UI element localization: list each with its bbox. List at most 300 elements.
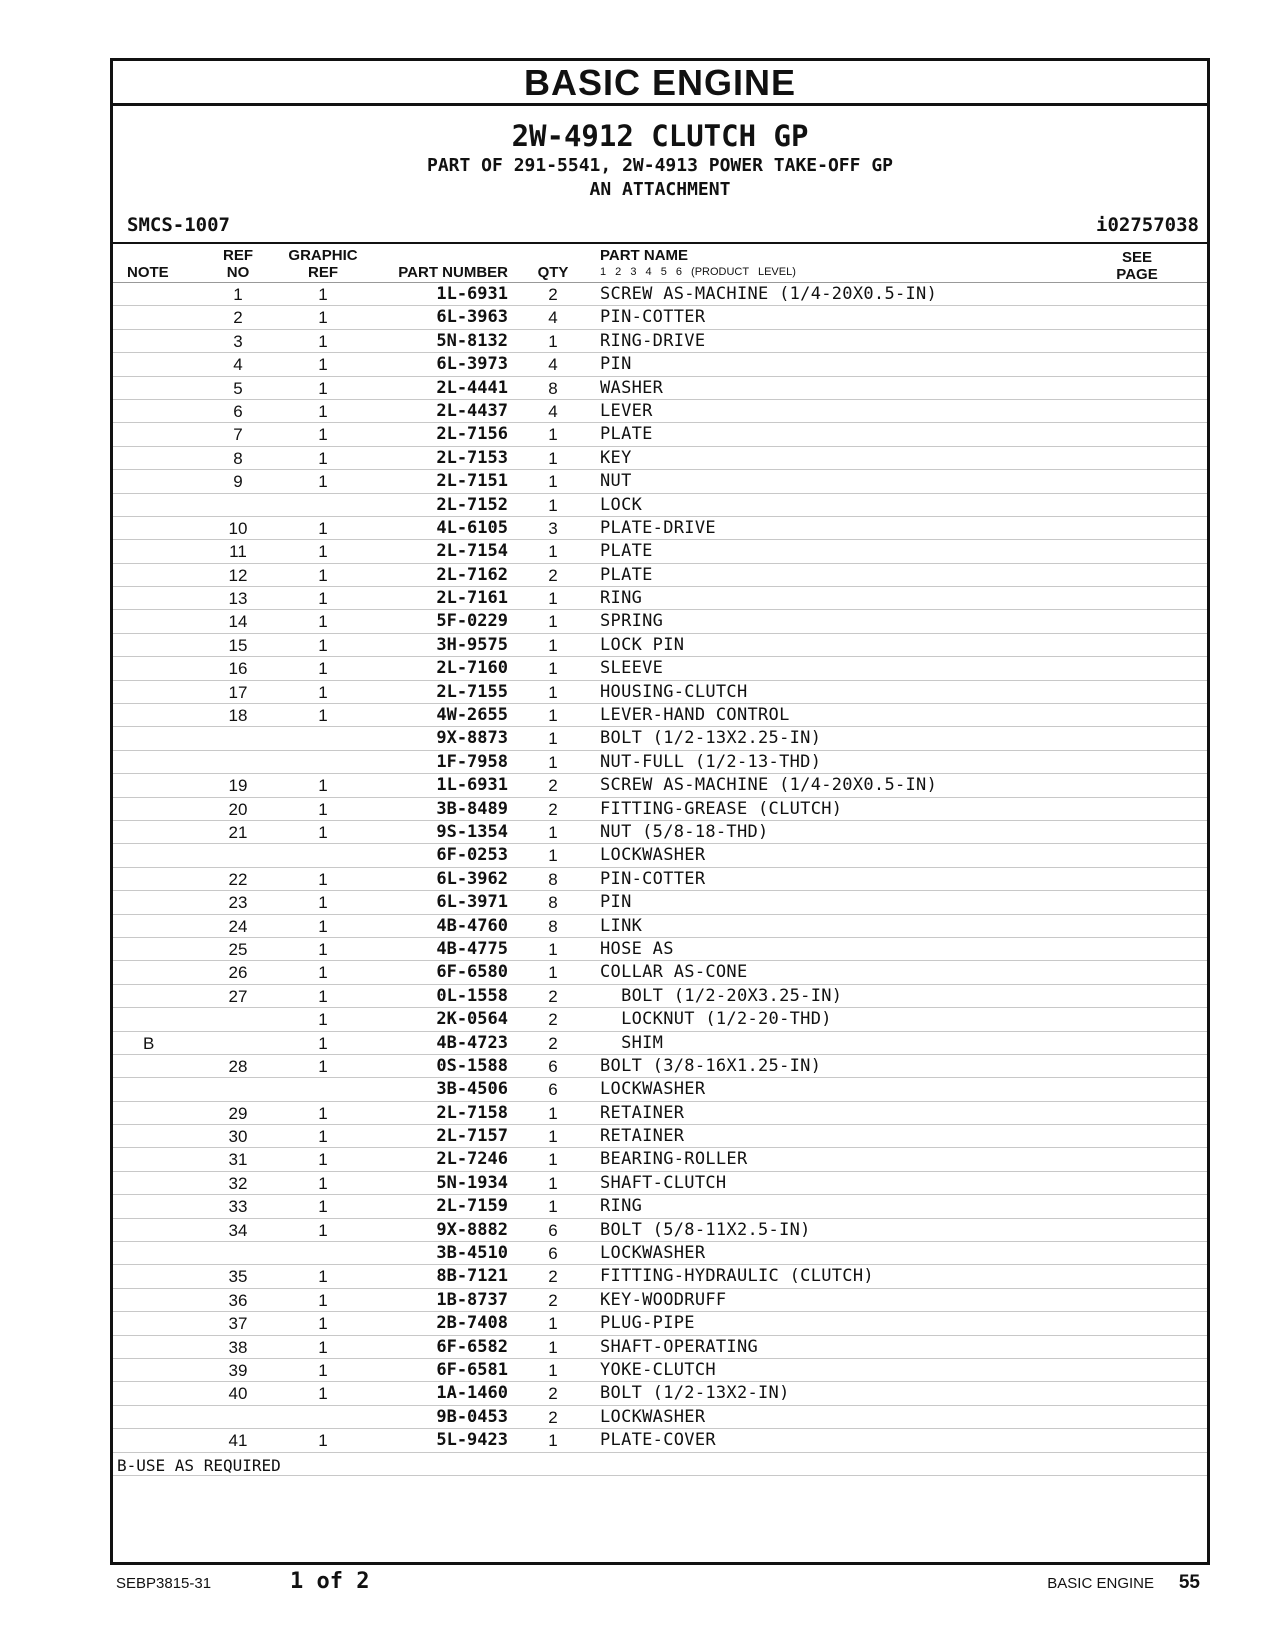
qty-cell: 4: [548, 355, 558, 375]
ref-no-cell: 23: [228, 893, 248, 913]
note-cell: B: [143, 1033, 155, 1053]
graphic-ref-cell: 1: [318, 1197, 328, 1217]
part-name-cell: FITTING-HYDRAULIC (CLUTCH): [600, 1266, 874, 1287]
footnote: B-USE AS REQUIRED: [117, 1455, 281, 1475]
part-number-cell: 6L-3963: [436, 307, 508, 328]
table-row: [113, 540, 1207, 563]
part-name-cell: FITTING-GREASE (CLUTCH): [600, 798, 843, 819]
graphic-ref-cell: 1: [318, 963, 328, 983]
graphic-ref-cell: 1: [318, 1103, 328, 1123]
graphic-ref-cell: 1: [318, 986, 328, 1006]
part-name-cell: PLATE: [600, 424, 653, 445]
part-number-cell: 4B-4775: [436, 938, 508, 959]
qty-cell: 2: [548, 1290, 558, 1310]
graphic-ref-cell: 1: [318, 659, 328, 679]
id-row: [113, 210, 1207, 244]
table-row: [113, 657, 1207, 680]
part-number-cell: 1F-7958: [436, 751, 508, 772]
qty-cell: 2: [548, 1407, 558, 1427]
part-name-cell: PIN-COTTER: [600, 868, 706, 889]
part-number-cell: 2L-4441: [436, 377, 508, 398]
graphic-ref-cell: 1: [318, 472, 328, 492]
header-ref-no: REF NO: [223, 247, 253, 281]
group-title: 2W-4912 CLUTCH GP: [511, 119, 809, 153]
qty-cell: 2: [548, 799, 558, 819]
ref-no-cell: 36: [228, 1290, 248, 1310]
part-name-cell: HOUSING-CLUTCH: [600, 681, 748, 702]
qty-cell: 2: [548, 565, 558, 585]
part-number-cell: 1A-1460: [436, 1383, 508, 1404]
table-row: [113, 564, 1207, 587]
graphic-ref-cell: 1: [318, 1337, 328, 1357]
qty-cell: 6: [548, 1080, 558, 1100]
ref-no-cell: 26: [228, 963, 248, 983]
table-row: [113, 1102, 1207, 1125]
ref-no-cell: 24: [228, 916, 248, 936]
part-name-cell: SCREW AS-MACHINE (1/4-20X0.5-IN): [600, 284, 938, 304]
part-name-cell: NUT-FULL (1/2-13-THD): [600, 751, 822, 772]
ref-no-cell: 8: [233, 448, 243, 468]
graphic-ref-cell: 1: [318, 1220, 328, 1240]
ref-no-cell: 33: [228, 1197, 248, 1217]
table-row: [113, 985, 1207, 1008]
graphic-ref-cell: 1: [318, 1033, 328, 1053]
part-name-cell: LOCKWASHER: [600, 845, 706, 866]
qty-cell: 4: [548, 401, 558, 421]
graphic-ref-cell: 1: [318, 612, 328, 632]
footer-doc-number: SEBP3815-31: [116, 1575, 212, 1592]
ref-no-cell: 17: [228, 682, 248, 702]
part-name-cell: BOLT (5/8-11X2.5-IN): [600, 1219, 811, 1240]
qty-cell: 1: [548, 1360, 558, 1380]
part-number-cell: 4B-4760: [436, 915, 508, 936]
part-number-cell: 3B-4510: [436, 1243, 508, 1264]
part-number-cell: 9B-0453: [436, 1406, 508, 1427]
graphic-ref-cell: 1: [318, 1314, 328, 1334]
table-row: [113, 751, 1207, 774]
ref-no-cell: 37: [228, 1314, 248, 1334]
graphic-ref-cell: 1: [318, 635, 328, 655]
ref-no-cell: 15: [228, 635, 248, 655]
ref-no-cell: 30: [228, 1127, 248, 1147]
part-name-cell: LOCKWASHER: [600, 1243, 706, 1264]
table-row: [113, 704, 1207, 727]
part-number-cell: 4W-2655: [436, 705, 508, 726]
part-number-cell: 2L-7158: [436, 1102, 508, 1123]
part-number-cell: 0S-1588: [436, 1055, 508, 1076]
table-row: [113, 1406, 1207, 1429]
page-frame: [110, 58, 1210, 1565]
graphic-ref-cell: 1: [318, 1431, 328, 1451]
qty-cell: 2: [548, 285, 558, 304]
part-name-cell: LOCK PIN: [600, 634, 685, 655]
table-row: [113, 727, 1207, 750]
part-name-cell: KEY-WOODRUFF: [600, 1289, 727, 1310]
footer-section: BASIC ENGINE: [1047, 1575, 1154, 1592]
part-number-cell: 6L-3962: [436, 868, 508, 889]
graphic-ref-cell: 1: [318, 682, 328, 702]
qty-cell: 1: [548, 542, 558, 562]
qty-cell: 1: [548, 1197, 558, 1217]
graphic-ref-cell: 1: [318, 1056, 328, 1076]
qty-cell: 1: [548, 1337, 558, 1357]
table-row: [113, 587, 1207, 610]
table-row: [113, 821, 1207, 844]
graphic-ref-cell: 1: [318, 331, 328, 351]
ref-no-cell: 31: [228, 1150, 248, 1170]
smcs-code: SMCS-1007: [127, 214, 230, 236]
ref-no-cell: 3: [233, 331, 243, 351]
graphic-ref-cell: 1: [318, 285, 328, 304]
header-product-level: 1 2 3 4 5 6 (PRODUCT LEVEL): [600, 266, 796, 278]
part-name-cell: YOKE-CLUTCH: [600, 1359, 716, 1380]
graphic-ref-cell: 1: [318, 378, 328, 398]
part-number-cell: 2L-4437: [436, 400, 508, 421]
part-number-cell: 2L-7246: [436, 1149, 508, 1170]
graphic-ref-cell: 1: [318, 1150, 328, 1170]
part-name-cell: PIN-COTTER: [600, 307, 706, 328]
ref-no-cell: 41: [228, 1431, 248, 1451]
header-qty: QTY: [537, 264, 569, 281]
part-name-cell: NUT: [600, 471, 632, 492]
ref-no-cell: 28: [228, 1056, 248, 1076]
table-row: [113, 1125, 1207, 1148]
part-name-cell: SLEEVE: [600, 658, 664, 679]
graphic-ref-cell: 1: [318, 1010, 328, 1030]
part-name-cell: PLUG-PIPE: [600, 1313, 695, 1334]
ref-no-cell: 13: [228, 589, 248, 609]
part-number-cell: 9X-8873: [436, 728, 508, 749]
document-ident: i02757038: [1096, 214, 1199, 236]
table-row: [113, 377, 1207, 400]
subtitle-part-of: PART OF 291-5541, 2W-4913 POWER TAKE-OFF GP: [427, 155, 893, 176]
ref-no-cell: 6: [233, 401, 243, 421]
qty-cell: 1: [548, 612, 558, 632]
graphic-ref-cell: 1: [318, 425, 328, 445]
qty-cell: 1: [548, 448, 558, 468]
graphic-ref-cell: 1: [318, 706, 328, 726]
qty-cell: 1: [548, 1150, 558, 1170]
part-number-cell: 2L-7162: [436, 564, 508, 585]
footnote-row: [113, 1453, 1207, 1476]
graphic-ref-cell: 1: [318, 776, 328, 796]
table-row: [113, 353, 1207, 376]
part-number-cell: 2L-7156: [436, 424, 508, 445]
ref-no-cell: 29: [228, 1103, 248, 1123]
qty-cell: 4: [548, 308, 558, 328]
graphic-ref-cell: 1: [318, 1267, 328, 1287]
part-number-cell: 2L-7153: [436, 447, 508, 468]
part-number-cell: 1L-6931: [436, 284, 508, 304]
table-row: [113, 400, 1207, 423]
part-name-cell: PIN: [600, 892, 632, 913]
part-name-cell: SCREW AS-MACHINE (1/4-20X0.5-IN): [600, 775, 938, 796]
qty-cell: 8: [548, 916, 558, 936]
table-row: [113, 1078, 1207, 1101]
table-row: [113, 1359, 1207, 1382]
part-name-cell: RING-DRIVE: [600, 330, 706, 351]
part-number-cell: 4L-6105: [436, 517, 508, 538]
ref-no-cell: 27: [228, 986, 248, 1006]
part-number-cell: 5F-0229: [436, 611, 508, 632]
part-name-cell: PLATE: [600, 564, 653, 585]
part-number-cell: 9S-1354: [436, 821, 508, 842]
qty-cell: 1: [548, 706, 558, 726]
ref-no-cell: 20: [228, 799, 248, 819]
ref-no-cell: 18: [228, 706, 248, 726]
table-row: [113, 306, 1207, 329]
part-number-cell: 1B-8737: [436, 1289, 508, 1310]
part-number-cell: 6L-3971: [436, 892, 508, 913]
qty-cell: 1: [548, 1431, 558, 1451]
part-name-cell: BOLT (1/2-13X2.25-IN): [600, 728, 822, 749]
part-name-cell: BOLT (1/2-20X3.25-IN): [600, 985, 843, 1006]
qty-cell: 1: [548, 1127, 558, 1147]
ref-no-cell: 5: [233, 378, 243, 398]
ref-no-cell: 9: [233, 472, 243, 492]
ref-no-cell: 32: [228, 1173, 248, 1193]
qty-cell: 8: [548, 893, 558, 913]
part-name-cell: NUT (5/8-18-THD): [600, 821, 769, 842]
ref-no-cell: 10: [228, 518, 248, 538]
header-note: NOTE: [127, 264, 169, 281]
graphic-ref-cell: 1: [318, 401, 328, 421]
qty-cell: 1: [548, 472, 558, 492]
part-name-cell: LOCKNUT (1/2-20-THD): [600, 1009, 832, 1030]
ref-no-cell: 7: [233, 425, 243, 445]
qty-cell: 8: [548, 378, 558, 398]
section-title: BASIC ENGINE: [113, 61, 1207, 106]
table-row: [113, 891, 1207, 914]
table-row: [113, 494, 1207, 517]
part-number-cell: 2L-7160: [436, 658, 508, 679]
qty-cell: 2: [548, 1010, 558, 1030]
part-name-cell: PIN: [600, 354, 632, 375]
part-number-cell: 0L-1558: [436, 985, 508, 1006]
part-number-cell: 2L-7152: [436, 494, 508, 515]
table-row: [113, 1195, 1207, 1218]
graphic-ref-cell: 1: [318, 1127, 328, 1147]
qty-cell: 6: [548, 1220, 558, 1240]
graphic-ref-cell: 1: [318, 799, 328, 819]
table-row: [113, 798, 1207, 821]
qty-cell: 1: [548, 682, 558, 702]
ref-no-cell: 16: [228, 659, 248, 679]
part-number-cell: 2L-7161: [436, 588, 508, 609]
qty-cell: 1: [548, 1103, 558, 1123]
part-number-cell: 6F-0253: [436, 845, 508, 866]
graphic-ref-cell: 1: [318, 1360, 328, 1380]
ref-no-cell: 22: [228, 869, 248, 889]
graphic-ref-cell: 1: [318, 448, 328, 468]
qty-cell: 6: [548, 1056, 558, 1076]
part-number-cell: 5N-8132: [436, 330, 508, 351]
qty-cell: 1: [548, 1314, 558, 1334]
table-row: [113, 634, 1207, 657]
table-row: [113, 1032, 1207, 1055]
qty-cell: 1: [548, 752, 558, 772]
table-row: [113, 423, 1207, 446]
graphic-ref-cell: 1: [318, 355, 328, 375]
part-name-cell: HOSE AS: [600, 938, 674, 959]
part-name-cell: LEVER-HAND CONTROL: [600, 705, 790, 726]
qty-cell: 1: [548, 495, 558, 515]
graphic-ref-cell: 1: [318, 893, 328, 913]
table-row: [113, 470, 1207, 493]
part-number-cell: 6F-6580: [436, 962, 508, 983]
table-row: [113, 844, 1207, 867]
part-number-cell: 5L-9423: [436, 1430, 508, 1451]
part-name-cell: KEY: [600, 447, 632, 468]
table-row: [113, 938, 1207, 961]
part-name-cell: COLLAR AS-CONE: [600, 962, 748, 983]
ref-no-cell: 35: [228, 1267, 248, 1287]
part-number-cell: 6L-3973: [436, 354, 508, 375]
part-name-cell: RING: [600, 588, 643, 609]
qty-cell: 1: [548, 939, 558, 959]
part-number-cell: 6F-6581: [436, 1359, 508, 1380]
ref-no-cell: 25: [228, 939, 248, 959]
part-name-cell: WASHER: [600, 377, 664, 398]
graphic-ref-cell: 1: [318, 916, 328, 936]
ref-no-cell: 34: [228, 1220, 248, 1240]
qty-cell: 1: [548, 729, 558, 749]
part-name-cell: LOCK: [600, 494, 643, 515]
part-number-cell: 3B-8489: [436, 798, 508, 819]
part-name-cell: PLATE-COVER: [600, 1430, 716, 1451]
table-row: [113, 447, 1207, 470]
header-graphic-ref: GRAPHIC REF: [288, 247, 358, 281]
part-number-cell: 2L-7159: [436, 1196, 508, 1217]
graphic-ref-cell: 1: [318, 308, 328, 328]
table-row: [113, 1429, 1207, 1452]
table-row: [113, 1055, 1207, 1078]
part-name-cell: PLATE: [600, 541, 653, 562]
table-row: [113, 774, 1207, 797]
part-name-cell: BOLT (1/2-13X2-IN): [600, 1383, 790, 1404]
graphic-ref-cell: 1: [318, 939, 328, 959]
part-name-cell: RETAINER: [600, 1126, 685, 1147]
part-number-cell: 2L-7157: [436, 1126, 508, 1147]
table-row: [113, 961, 1207, 984]
part-number-cell: 1L-6931: [436, 775, 508, 796]
table-row: [113, 1289, 1207, 1312]
table-row: [113, 517, 1207, 540]
qty-cell: 2: [548, 986, 558, 1006]
ref-no-cell: 39: [228, 1360, 248, 1380]
graphic-ref-cell: 1: [318, 565, 328, 585]
ref-no-cell: 40: [228, 1384, 248, 1404]
page-footer: [110, 1567, 1210, 1597]
qty-cell: 1: [548, 963, 558, 983]
table-row: [113, 1265, 1207, 1288]
qty-cell: 6: [548, 1244, 558, 1264]
qty-cell: 1: [548, 589, 558, 609]
qty-cell: 1: [548, 331, 558, 351]
header-part-number: PART NUMBER: [398, 264, 508, 281]
part-number-cell: 2L-7154: [436, 541, 508, 562]
table-row: [113, 1336, 1207, 1359]
part-name-cell: SPRING: [600, 611, 664, 632]
graphic-ref-cell: 1: [318, 869, 328, 889]
part-number-cell: 2L-7151: [436, 471, 508, 492]
parts-table-body: [113, 283, 1207, 1453]
graphic-ref-cell: 1: [318, 589, 328, 609]
qty-cell: 1: [548, 822, 558, 842]
footer-page-of: 1 of 2: [290, 1569, 370, 1594]
table-row: [113, 1219, 1207, 1242]
part-number-cell: 9X-8882: [436, 1219, 508, 1240]
part-name-cell: SHIM: [600, 1032, 664, 1053]
part-number-cell: 8B-7121: [436, 1266, 508, 1287]
qty-cell: 1: [548, 635, 558, 655]
qty-cell: 2: [548, 1267, 558, 1287]
table-row: [113, 283, 1207, 306]
part-name-cell: RETAINER: [600, 1102, 685, 1123]
table-row: [113, 1242, 1207, 1265]
part-number-cell: 3H-9575: [436, 634, 508, 655]
part-name-cell: SHAFT-CLUTCH: [600, 1172, 727, 1193]
qty-cell: 3: [548, 518, 558, 538]
part-name-cell: LOCKWASHER: [600, 1406, 706, 1427]
part-number-cell: 2K-0564: [436, 1009, 508, 1030]
graphic-ref-cell: 1: [318, 542, 328, 562]
graphic-ref-cell: 1: [318, 1290, 328, 1310]
table-header: [113, 244, 1207, 283]
table-row: [113, 610, 1207, 633]
qty-cell: 2: [548, 776, 558, 796]
qty-cell: 1: [548, 846, 558, 866]
ref-no-cell: 2: [233, 308, 243, 328]
table-row: [113, 915, 1207, 938]
part-name-cell: RING: [600, 1196, 643, 1217]
part-name-cell: BOLT (3/8-16X1.25-IN): [600, 1055, 822, 1076]
ref-no-cell: 38: [228, 1337, 248, 1357]
ref-no-cell: 14: [228, 612, 248, 632]
qty-cell: 2: [548, 1384, 558, 1404]
graphic-ref-cell: 1: [318, 822, 328, 842]
header-see-page: SEE PAGE: [1116, 249, 1158, 283]
table-row: [113, 1008, 1207, 1031]
table-row: [113, 1148, 1207, 1171]
part-name-cell: LINK: [600, 915, 643, 936]
qty-cell: 1: [548, 659, 558, 679]
part-number-cell: 3B-4506: [436, 1079, 508, 1100]
table-row: [113, 1312, 1207, 1335]
part-name-cell: LOCKWASHER: [600, 1079, 706, 1100]
part-number-cell: 4B-4723: [436, 1032, 508, 1053]
part-number-cell: 6F-6582: [436, 1336, 508, 1357]
ref-no-cell: 4: [233, 355, 243, 375]
graphic-ref-cell: 1: [318, 1384, 328, 1404]
qty-cell: 1: [548, 1173, 558, 1193]
ref-no-cell: 11: [229, 542, 247, 562]
table-row: [113, 330, 1207, 353]
part-name-cell: SHAFT-OPERATING: [600, 1336, 759, 1357]
graphic-ref-cell: 1: [318, 1173, 328, 1193]
table-row: [113, 681, 1207, 704]
qty-cell: 1: [548, 425, 558, 445]
part-name-cell: PLATE-DRIVE: [600, 517, 716, 538]
graphic-ref-cell: 1: [318, 518, 328, 538]
qty-cell: 8: [548, 869, 558, 889]
part-number-cell: 2B-7408: [436, 1313, 508, 1334]
subtitle-attachment: AN ATTACHMENT: [589, 179, 731, 200]
footer-page-number: 55: [1178, 1572, 1200, 1593]
ref-no-cell: 21: [228, 822, 248, 842]
qty-cell: 2: [548, 1033, 558, 1053]
ref-no-cell: 19: [228, 776, 248, 796]
